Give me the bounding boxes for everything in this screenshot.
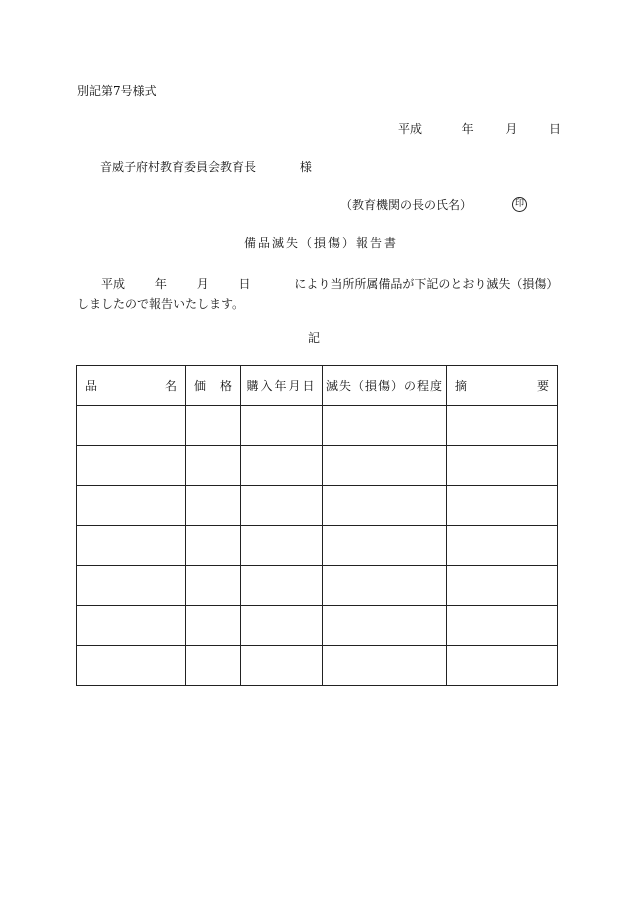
table-cell[interactable]	[186, 446, 241, 486]
header-item-name-left: 品	[85, 379, 98, 393]
table-cell[interactable]	[241, 446, 323, 486]
addressee-honorific: 様	[299, 160, 312, 174]
date-month: 月	[505, 122, 518, 136]
table-cell[interactable]	[323, 526, 447, 566]
table-row	[77, 606, 558, 646]
body-era: 平成	[101, 277, 126, 291]
table-header-row	[77, 366, 558, 406]
form-number: 別記第7号様式	[77, 84, 157, 98]
body-month: 月	[196, 277, 209, 291]
addressee	[100, 160, 312, 174]
body-statement: により当所所属備品が下記のとおり滅失（損傷）しましたので報告いたします。	[77, 277, 553, 311]
table-cell[interactable]	[323, 406, 447, 446]
header-purchase-date	[241, 366, 323, 406]
table-cell[interactable]	[447, 486, 558, 526]
body-year: 年	[154, 277, 167, 291]
sender-label: （教育機関の長の氏名）	[340, 198, 473, 212]
table-cell[interactable]	[447, 526, 558, 566]
table-cell[interactable]	[447, 646, 558, 686]
header-item-name	[77, 366, 186, 406]
table-cell[interactable]	[323, 566, 447, 606]
header-remarks-right: 要	[536, 379, 549, 393]
table-cell[interactable]	[241, 526, 323, 566]
date-line	[398, 122, 561, 136]
ki-heading: 記	[308, 331, 321, 345]
table-cell[interactable]	[241, 646, 323, 686]
table-cell[interactable]	[447, 606, 558, 646]
table-row	[77, 646, 558, 686]
table-cell[interactable]	[241, 606, 323, 646]
header-remarks	[447, 366, 558, 406]
table-cell[interactable]	[77, 486, 186, 526]
table-row	[77, 566, 558, 606]
table-row	[77, 486, 558, 526]
header-price-left: 価	[194, 379, 207, 393]
table-row	[77, 446, 558, 486]
header-purchase-date-label: 購入年月日	[246, 379, 317, 393]
body-day: 日	[238, 277, 251, 291]
table-cell[interactable]	[77, 406, 186, 446]
header-remarks-left: 摘	[455, 379, 468, 393]
table-cell[interactable]	[323, 646, 447, 686]
table-cell[interactable]	[77, 646, 186, 686]
table-cell[interactable]	[77, 446, 186, 486]
header-price	[186, 366, 241, 406]
table-cell[interactable]	[186, 566, 241, 606]
table-cell[interactable]	[186, 526, 241, 566]
table-cell[interactable]	[186, 486, 241, 526]
date-era: 平成	[398, 122, 423, 136]
table-cell[interactable]	[77, 606, 186, 646]
table-cell[interactable]	[323, 446, 447, 486]
date-year: 年	[461, 122, 474, 136]
table-cell[interactable]	[447, 566, 558, 606]
table-cell[interactable]	[241, 486, 323, 526]
header-damage-extent	[323, 366, 447, 406]
date-day: 日	[549, 122, 562, 136]
table-cell[interactable]	[447, 446, 558, 486]
table-cell[interactable]	[241, 406, 323, 446]
table-cell[interactable]	[447, 406, 558, 446]
table-cell[interactable]	[186, 606, 241, 646]
table-cell[interactable]	[323, 606, 447, 646]
header-item-name-right: 名	[164, 379, 177, 393]
seal-mark: 印	[512, 197, 527, 212]
table-cell[interactable]	[186, 646, 241, 686]
table-cell[interactable]	[186, 406, 241, 446]
body-text	[77, 274, 557, 314]
document-title: 備品滅失（損傷）報告書	[244, 236, 399, 250]
table-cell[interactable]	[77, 526, 186, 566]
table-cell[interactable]	[241, 566, 323, 606]
table-cell[interactable]	[77, 566, 186, 606]
header-price-right: 格	[219, 379, 232, 393]
header-damage-extent-label: 滅失（損傷）の程度	[325, 379, 443, 393]
items-table	[76, 365, 558, 686]
addressee-name: 音威子府村教育委員会教育長	[100, 160, 257, 174]
table-row	[77, 526, 558, 566]
table-row	[77, 406, 558, 446]
table-cell[interactable]	[323, 486, 447, 526]
